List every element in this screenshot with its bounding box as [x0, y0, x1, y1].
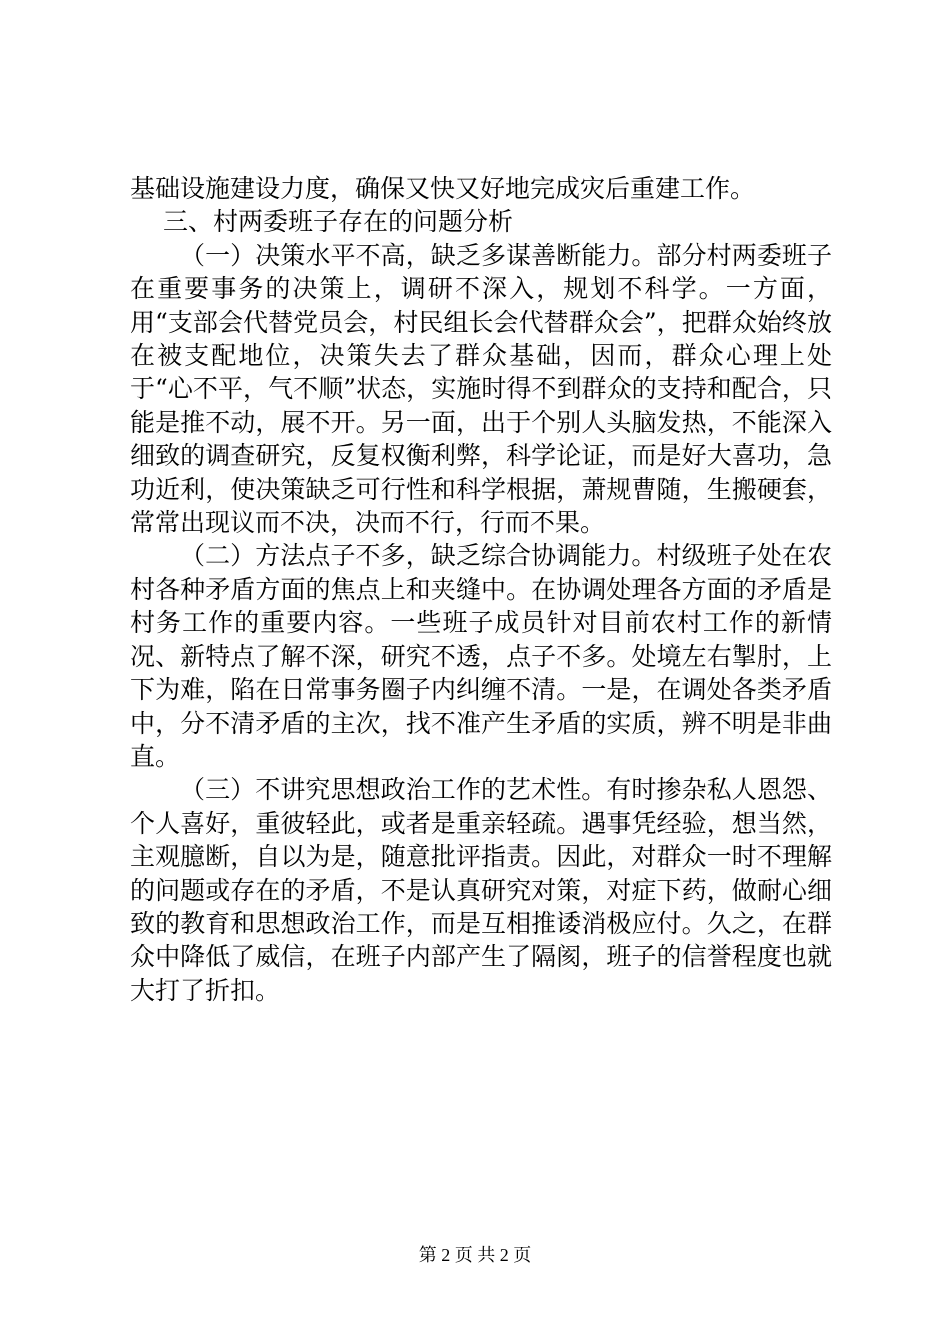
paragraph-coordination: （二）方法点子不多，缺乏综合协调能力。村级班子处在农村各种矛盾方面的焦点上和夹缝中。在协调处理各方面的矛盾是村务工作的重要内容。一些班子成员针对目前农村工作的新情况、新特点了解不深，研究不透，点子不多。处境左右掣肘，上下为难，陷在日常事务圈子内纠缠不清。一是，在调处各类矛盾中，分不清矛盾的主次，找不准产生矛盾的实质，辨不明是非曲直。: [130, 541, 832, 771]
paragraph-political-work: （三）不讲究思想政治工作的艺术性。有时掺杂私人恩怨、个人喜好，重彼轻此，或者是重亲轻疏。遇事凭经验，想当然，主观臆断，自以为是，随意批评指责。因此，对群众一时不理解的问题或存在的矛盾，不是认真研究对策，对症下药，做耐心细致的教育和思想政治工作，而是互相推诿消极应付。久之，在群众中降低了威信，在班子内部产生了隔阂，班子的信誉程度也就大打了折扣。: [130, 775, 832, 1005]
page-footer: 第 2 页 共 2 页: [418, 1245, 532, 1265]
document-body: [130, 172, 832, 1007]
paragraph-decision-level: （一）决策水平不高，缺乏多谋善断能力。部分村两委班子在重要事务的决策上，调研不深入，规划不科学。一方面，用“支部会代替党员会，村民组长会代替群众会”，把群众始终放在被支配地位，决策失去了群众基础，因而，群众心理上处于“心不平，气不顺”状态，实施时得不到群众的支持和配合，只能是推不动，展不开。另一面，出于个别人头脑发热，不能深入细致的调查研究，反复权衡利弊，科学论证，而是好大喜功，急功近利，使决策缺乏可行性和科学根据，萧规曹随，生搬硬套，常常出现议而不决，决而不行，行而不果。: [130, 240, 832, 538]
section-heading: 三、村两委班子存在的问题分析: [163, 207, 514, 237]
paragraph-continuation: 基础设施建设力度，确保又快又好地完成灾后重建工作。: [130, 174, 756, 203]
